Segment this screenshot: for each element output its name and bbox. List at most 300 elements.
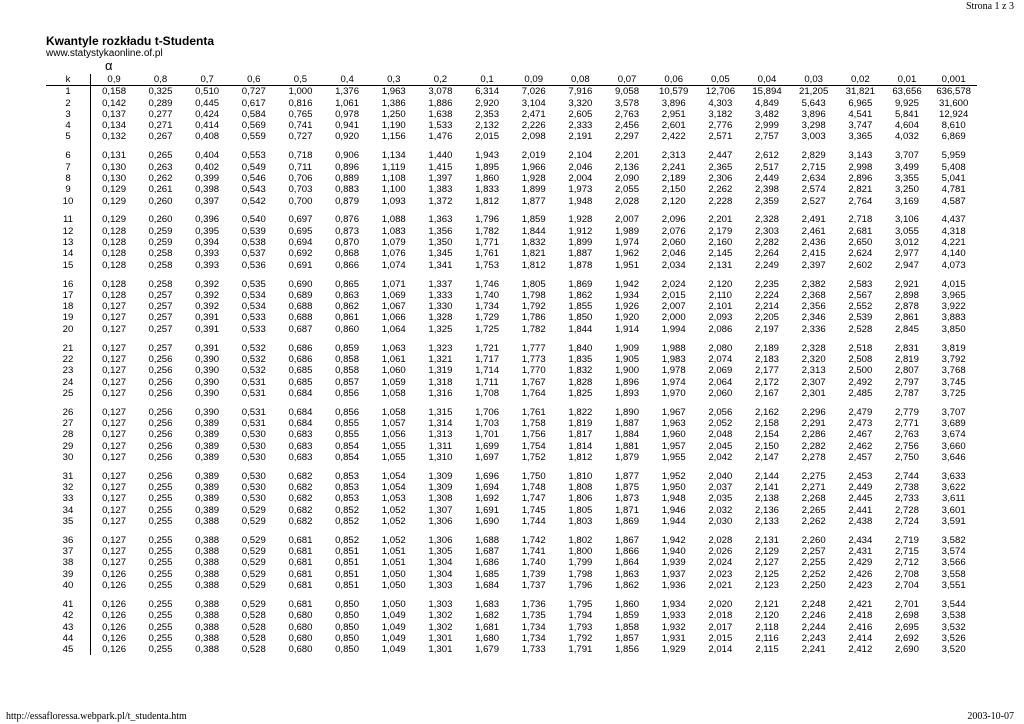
- table-row: [46, 418, 977, 429]
- quantile-cell: 1,952: [661, 470, 686, 482]
- quantile-cell: 1,974: [661, 376, 686, 388]
- quantile-cell: 3,622: [941, 482, 966, 494]
- quantile-cell: 3,551: [941, 580, 966, 592]
- quantile-cell: 3,674: [941, 429, 966, 441]
- table-row: [46, 86, 977, 98]
- quantile-cell: 0,854: [335, 440, 360, 452]
- quantile-cell: 1,734: [521, 621, 546, 633]
- k-value-cell: 38: [46, 557, 91, 568]
- quantile-cell: 0,255: [148, 493, 173, 505]
- spacer-cell: [46, 207, 91, 215]
- k-value-cell: 23: [46, 365, 91, 376]
- group-spacer: [46, 591, 977, 599]
- quantile-cell: 0,255: [148, 644, 173, 656]
- quantile-cell: 1,835: [568, 353, 593, 365]
- quantile-cell: 0,256: [148, 429, 173, 441]
- quantile-cell: 2,612: [755, 150, 780, 162]
- quantile-cell: 1,877: [521, 195, 546, 207]
- quantile-cell: 0,260: [148, 214, 173, 226]
- quantile-cell: 0,445: [195, 97, 220, 109]
- quantile-cell: 0,690: [288, 278, 313, 290]
- quantile-cell: 0,388: [195, 621, 220, 633]
- quantile-cell: 1,341: [428, 259, 453, 271]
- quantile-cell: 1,862: [615, 580, 640, 592]
- quantile-cell: 2,441: [848, 504, 873, 516]
- quantile-cell: 3,143: [848, 150, 873, 162]
- quantile-cell: 2,307: [801, 376, 826, 388]
- quantile-cell: 1,306: [428, 534, 453, 546]
- quantile-cell: 0,528: [241, 632, 266, 644]
- quantile-cell: 1,822: [568, 406, 593, 418]
- alpha-column-header: 0,09: [510, 74, 557, 86]
- quantile-cell: 1,053: [381, 493, 406, 505]
- k-value-cell: 37: [46, 546, 91, 557]
- quantile-cell: 0,257: [148, 289, 173, 301]
- quantile-cell: 2,246: [801, 610, 826, 622]
- quantile-cell: 1,313: [428, 429, 453, 441]
- k-value-cell: 32: [46, 482, 91, 493]
- quantile-cell: 1,690: [475, 515, 500, 527]
- k-value-cell: 26: [46, 407, 91, 418]
- spacer-cell: [91, 463, 978, 471]
- quantile-cell: 1,893: [615, 387, 640, 399]
- quantile-cell: 2,150: [661, 184, 686, 196]
- quantile-cell: 0,532: [241, 342, 266, 354]
- quantile-cell: 2,718: [848, 214, 873, 226]
- quantile-cell: 1,887: [568, 248, 593, 260]
- quantile-cell: 0,127: [102, 546, 127, 558]
- quantile-cell: 0,876: [335, 214, 360, 226]
- quantile-cell: 1,886: [428, 97, 453, 109]
- quantile-cell: 0,531: [241, 417, 266, 429]
- quantile-cell: 2,456: [615, 120, 640, 132]
- quantile-cell: 1,761: [475, 248, 500, 260]
- quantile-cell: 0,126: [102, 580, 127, 592]
- quantile-cell: 2,104: [568, 150, 593, 162]
- quantile-cell: 1,782: [475, 225, 500, 237]
- quantile-cell: 2,150: [755, 440, 780, 452]
- table-row: [46, 279, 977, 290]
- quantile-cell: 0,851: [335, 568, 360, 580]
- quantile-cell: 0,697: [288, 214, 313, 226]
- quantile-cell: 0,689: [288, 289, 313, 301]
- quantile-cell: 0,765: [288, 108, 313, 120]
- quantile-cell: 2,724: [894, 515, 919, 527]
- quantile-cell: 2,500: [848, 365, 873, 377]
- quantile-cell: 3,896: [661, 97, 686, 109]
- alpha-column-header: 0,7: [184, 74, 231, 86]
- quantile-cell: 1,697: [475, 451, 500, 463]
- quantile-cell: 0,530: [241, 440, 266, 452]
- quantile-cell: 2,069: [708, 365, 733, 377]
- quantile-cell: 0,388: [195, 610, 220, 622]
- quantile-cell: 0,127: [102, 301, 127, 313]
- quantile-cell: 2,158: [755, 417, 780, 429]
- quantile-cell: 1,844: [521, 225, 546, 237]
- quantile-cell: 3,922: [941, 301, 966, 313]
- quantile-cell: 3,499: [894, 161, 919, 173]
- quantile-cell: 3,520: [941, 644, 966, 656]
- quantile-cell: 2,121: [755, 598, 780, 610]
- quantile-cell: 0,692: [288, 248, 313, 260]
- alpha-column-header: 0,9: [91, 74, 138, 86]
- quantile-cell: 1,963: [661, 417, 686, 429]
- quantile-cell: 0,388: [195, 546, 220, 558]
- quantile-cell: 1,363: [428, 214, 453, 226]
- quantile-cell: 2,048: [708, 429, 733, 441]
- quantile-cell: 1,742: [521, 534, 546, 546]
- quantile-cell: 1,328: [428, 312, 453, 324]
- k-value-cell: 7: [46, 162, 91, 173]
- quantile-cell: 0,854: [335, 451, 360, 463]
- quantile-cell: 1,055: [381, 440, 406, 452]
- quantile-cell: 3,538: [941, 610, 966, 622]
- quantile-cell: 2,129: [755, 546, 780, 558]
- quantile-cell: 0,889: [335, 172, 360, 184]
- table-row: [46, 365, 977, 376]
- quantile-cell: 0,529: [241, 557, 266, 569]
- quantile-cell: 2,353: [475, 108, 500, 120]
- quantile-cell: 2,449: [848, 482, 873, 494]
- quantile-cell: 2,328: [801, 342, 826, 354]
- quantile-cell: 2,601: [661, 120, 686, 132]
- quantile-cell: 2,461: [801, 225, 826, 237]
- quantile-cell: 1,685: [475, 568, 500, 580]
- quantile-cell: 1,819: [568, 417, 593, 429]
- quantile-cell: 2,074: [708, 353, 733, 365]
- k-value-cell: 18: [46, 301, 91, 312]
- quantile-cell: 1,957: [661, 440, 686, 452]
- quantile-cell: 1,303: [428, 580, 453, 592]
- quantile-cell: 1,057: [381, 417, 406, 429]
- quantile-cell: 1,929: [661, 644, 686, 656]
- quantile-cell: 2,845: [894, 323, 919, 335]
- quantile-cell: 0,868: [335, 248, 360, 260]
- quantile-cell: 1,306: [428, 515, 453, 527]
- quantile-cell: 3,707: [894, 150, 919, 162]
- quantile-cell: 0,390: [195, 365, 220, 377]
- quantile-cell: 0,396: [195, 214, 220, 226]
- quantile-cell: 2,034: [661, 259, 686, 271]
- quantile-cell: 1,717: [475, 353, 500, 365]
- quantile-cell: 3,646: [941, 451, 966, 463]
- quantile-cell: 0,128: [102, 248, 127, 260]
- quantile-cell: 0,424: [195, 108, 220, 120]
- quantile-cell: 0,259: [148, 237, 173, 249]
- quantile-cell: 1,905: [615, 353, 640, 365]
- quantile-cell: 2,445: [848, 493, 873, 505]
- spacer-cell: [46, 591, 91, 599]
- quantile-cell: 2,421: [848, 598, 873, 610]
- quantile-cell: 1,054: [381, 470, 406, 482]
- quantile-cell: 2,861: [894, 312, 919, 324]
- quantile-cell: 1,729: [475, 312, 500, 324]
- quantile-cell: 3,745: [941, 376, 966, 388]
- quantile-cell: 0,393: [195, 248, 220, 260]
- quantile-cell: 2,241: [661, 161, 686, 173]
- quantile-cell: 2,007: [615, 214, 640, 226]
- quantile-cell: 2,921: [894, 278, 919, 290]
- quantile-cell: 0,538: [241, 237, 266, 249]
- quantile-cell: 2,244: [801, 621, 826, 633]
- quantile-cell: 2,228: [708, 195, 733, 207]
- quantile-cell: 3,819: [941, 342, 966, 354]
- quantile-cell: 2,189: [755, 342, 780, 354]
- quantile-cell: 0,530: [241, 482, 266, 494]
- quantile-cell: 0,127: [102, 451, 127, 463]
- quantile-cell: 1,756: [521, 429, 546, 441]
- quantile-cell: 1,735: [521, 610, 546, 622]
- quantile-cell: 0,856: [335, 387, 360, 399]
- quantile-cell: 0,256: [148, 387, 173, 399]
- quantile-cell: 0,256: [148, 376, 173, 388]
- quantile-cell: 0,255: [148, 610, 173, 622]
- quantile-cell: 0,257: [148, 342, 173, 354]
- alpha-column-header: 0,07: [604, 74, 651, 86]
- quantile-cell: 3,768: [941, 365, 966, 377]
- quantile-cell: 2,096: [661, 214, 686, 226]
- quantile-cell: 2,583: [848, 278, 873, 290]
- quantile-cell: 2,201: [708, 214, 733, 226]
- quantile-cell: 1,860: [475, 172, 500, 184]
- footer-date: 2003-10-07: [967, 711, 1014, 722]
- quantile-cell: 0,691: [288, 259, 313, 271]
- k-value-cell: 24: [46, 377, 91, 388]
- quantile-cell: 0,389: [195, 429, 220, 441]
- quantile-cell: 1,808: [568, 482, 593, 494]
- quantile-cell: 2,264: [755, 248, 780, 260]
- quantile-cell: 4,032: [894, 131, 919, 143]
- table-row: [46, 505, 977, 516]
- quantile-cell: 2,018: [708, 610, 733, 622]
- quantile-cell: 2,728: [894, 504, 919, 516]
- quantile-cell: 1,533: [428, 120, 453, 132]
- quantile-cell: 1,764: [521, 387, 546, 399]
- quantile-cell: 1,825: [568, 387, 593, 399]
- quantile-cell: 2,365: [708, 161, 733, 173]
- quantile-cell: 1,638: [428, 108, 453, 120]
- quantile-cell: 2,020: [708, 598, 733, 610]
- quantile-cell: 2,491: [801, 214, 826, 226]
- quantile-cell: 2,977: [894, 248, 919, 260]
- quantile-cell: 2,701: [894, 598, 919, 610]
- quantile-cell: 3,896: [801, 108, 826, 120]
- quantile-cell: 1,844: [568, 323, 593, 335]
- k-column-header: k: [46, 74, 91, 86]
- quantile-cell: 2,014: [708, 644, 733, 656]
- quantile-cell: 1,942: [661, 534, 686, 546]
- quantile-cell: 1,323: [428, 342, 453, 354]
- quantile-cell: 2,282: [755, 237, 780, 249]
- quantile-cell: 1,307: [428, 504, 453, 516]
- quantile-cell: 2,528: [848, 323, 873, 335]
- quantile-cell: 1,301: [428, 644, 453, 656]
- quantile-cell: 1,970: [661, 387, 686, 399]
- quantile-cell: 2,115: [755, 644, 779, 656]
- quantile-cell: 1,758: [521, 417, 546, 429]
- quantile-cell: 2,763: [615, 108, 640, 120]
- quantile-cell: 0,388: [195, 534, 220, 546]
- quantile-cell: 0,389: [195, 451, 220, 463]
- quantile-cell: 1,069: [381, 289, 406, 301]
- quantile-cell: 2,426: [848, 568, 873, 580]
- quantile-cell: 2,060: [661, 237, 686, 249]
- quantile-cell: 2,831: [894, 342, 919, 354]
- quantile-cell: 1,937: [661, 568, 686, 580]
- quantile-cell: 2,183: [755, 353, 780, 365]
- quantile-cell: 1,863: [615, 568, 640, 580]
- quantile-cell: 0,389: [195, 470, 220, 482]
- quantile-cell: 2,552: [848, 301, 873, 313]
- quantile-cell: 1,734: [521, 632, 546, 644]
- k-value-cell: 19: [46, 312, 91, 323]
- quantile-cell: 0,127: [102, 376, 127, 388]
- quantile-cell: 0,255: [148, 557, 173, 569]
- quantile-cell: 0,528: [241, 621, 266, 633]
- table-row: [46, 377, 977, 388]
- quantile-cell: 0,688: [288, 301, 313, 313]
- quantile-cell: 2,252: [801, 568, 826, 580]
- quantile-cell: 1,909: [615, 342, 640, 354]
- quantile-cell: 2,131: [755, 534, 780, 546]
- quantile-cell: 1,805: [521, 278, 546, 290]
- quantile-cell: 0,741: [288, 120, 313, 132]
- quantile-cell: 0,255: [148, 515, 173, 527]
- quantile-cell: 0,529: [241, 515, 266, 527]
- quantile-cell: 0,257: [148, 323, 173, 335]
- quantile-cell: 2,719: [894, 534, 919, 546]
- quantile-cell: 3,578: [615, 97, 640, 109]
- quantile-cell: 0,683: [288, 429, 313, 441]
- table-row: [46, 196, 977, 207]
- quantile-cell: 1,688: [475, 534, 500, 546]
- quantile-cell: 1,803: [568, 515, 593, 527]
- quantile-cell: 1,794: [568, 610, 593, 622]
- quantile-cell: 1,920: [615, 312, 640, 324]
- quantile-cell: 1,796: [568, 580, 593, 592]
- quantile-cell: 1,050: [381, 598, 406, 610]
- quantile-cell: 2,127: [755, 557, 780, 569]
- quantile-cell: 3,725: [941, 387, 966, 399]
- k-value-cell: 43: [46, 622, 91, 633]
- k-value-cell: 8: [46, 173, 91, 184]
- quantile-cell: 0,851: [335, 546, 360, 558]
- quantile-cell: 2,275: [801, 470, 826, 482]
- quantile-cell: 2,434: [848, 534, 873, 546]
- quantile-cell: 1,862: [568, 289, 593, 301]
- k-value-cell: 10: [46, 196, 91, 207]
- quantile-cell: 1,960: [661, 429, 686, 441]
- quantile-cell: 2,131: [708, 259, 733, 271]
- quantile-cell: 1,321: [428, 353, 453, 365]
- quantile-cell: 1,304: [428, 568, 453, 580]
- quantile-cell: 0,258: [148, 259, 173, 271]
- quantile-cell: 1,936: [661, 580, 686, 592]
- spacer-cell: [46, 463, 91, 471]
- quantile-cell: 0,684: [288, 387, 313, 399]
- quantile-cell: 2,028: [708, 534, 733, 546]
- quantile-cell: 1,899: [521, 184, 546, 196]
- quantile-cell: 0,271: [148, 120, 173, 132]
- quantile-cell: 0,402: [195, 161, 220, 173]
- quantile-cell: 0,126: [102, 632, 127, 644]
- quantile-cell: 2,471: [521, 108, 546, 120]
- quantile-cell: 2,019: [521, 150, 546, 162]
- quantile-cell: 1,397: [428, 172, 453, 184]
- quantile-cell: 2,035: [708, 493, 733, 505]
- quantile-cell: 1,948: [661, 493, 686, 505]
- quantile-cell: 4,587: [941, 195, 966, 207]
- quantile-cell: 0,130: [102, 172, 127, 184]
- quantile-cell: 0,861: [335, 312, 360, 324]
- quantile-cell: 0,528: [241, 610, 266, 622]
- quantile-cell: 2,698: [894, 610, 919, 622]
- quantile-cell: 2,704: [894, 580, 919, 592]
- quantile-cell: 2,336: [801, 323, 826, 335]
- group-spacer: [46, 463, 977, 471]
- quantile-cell: 3,355: [894, 172, 919, 184]
- quantile-cell: 2,268: [801, 493, 826, 505]
- quantile-cell: 2,162: [755, 406, 780, 418]
- quantile-cell: 1,967: [661, 406, 686, 418]
- quantile-cell: 0,255: [148, 534, 173, 546]
- quantile-cell: 2,093: [708, 312, 733, 324]
- quantile-cell: 2,436: [801, 237, 826, 249]
- quantile-cell: 0,391: [195, 323, 220, 335]
- quantile-cell: 5,643: [801, 97, 826, 109]
- quantile-cell: 0,883: [335, 184, 360, 196]
- quantile-cell: 1,679: [475, 644, 500, 656]
- k-value-cell: 13: [46, 237, 91, 248]
- quantile-cell: 1,055: [381, 451, 406, 463]
- quantile-cell: 1,752: [521, 451, 546, 463]
- quantile-cell: 2,567: [848, 289, 873, 301]
- quantile-cell: 2,296: [801, 406, 826, 418]
- k-value-cell: 41: [46, 599, 91, 610]
- quantile-cell: 2,492: [848, 376, 873, 388]
- quantile-cell: 0,390: [195, 406, 220, 418]
- quantile-cell: 0,404: [195, 150, 220, 162]
- quantile-cell: 0,529: [241, 598, 266, 610]
- quantile-cell: 1,767: [521, 376, 546, 388]
- quantile-cell: 0,862: [335, 301, 360, 313]
- quantile-cell: 1,683: [475, 598, 500, 610]
- quantile-cell: 0,392: [195, 278, 220, 290]
- quantile-cell: 0,137: [102, 108, 127, 120]
- table-row: [46, 226, 977, 237]
- quantile-cell: 1,330: [428, 301, 453, 313]
- quantile-cell: 0,681: [288, 598, 313, 610]
- quantile-cell: 1,415: [428, 161, 453, 173]
- quantile-cell: 1,939: [661, 557, 686, 569]
- quantile-cell: 0,906: [335, 150, 360, 162]
- quantile-cell: 1,061: [335, 97, 360, 109]
- quantile-cell: 0,389: [195, 440, 220, 452]
- quantile-cell: 0,393: [195, 259, 220, 271]
- table-body: [46, 86, 977, 656]
- quantile-cell: 1,867: [615, 534, 640, 546]
- quantile-cell: 1,926: [615, 301, 640, 313]
- quantile-cell: 2,878: [894, 301, 919, 313]
- quantile-cell: 1,064: [381, 323, 406, 335]
- quantile-cell: 0,559: [241, 131, 266, 143]
- table-row: [46, 131, 977, 142]
- spacer-cell: [46, 527, 91, 535]
- quantile-cell: 2,052: [708, 417, 733, 429]
- quantile-cell: 0,706: [288, 172, 313, 184]
- quantile-cell: 12,706: [705, 86, 736, 98]
- quantile-cell: 2,819: [894, 353, 919, 365]
